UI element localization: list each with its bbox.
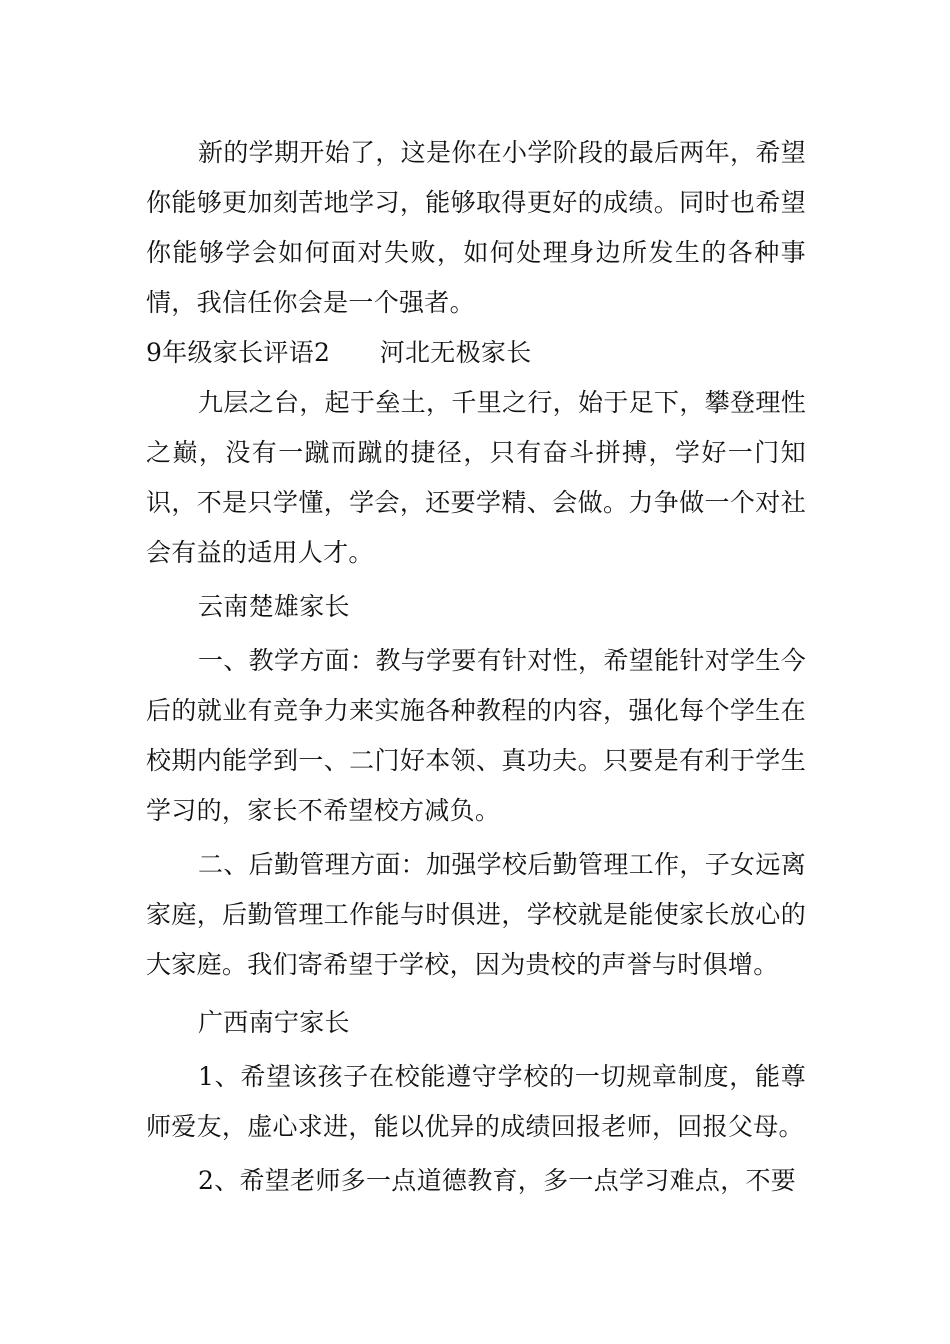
yunnan-comment-logistics: 二、后勤管理方面：加强学校后勤管理工作，子女远离家庭，后勤管理工作能与时俱进，学校就是能使家长放心的大家庭。我们寄希望于学校，因为贵校的声誉与时俱增。 [146, 850, 806, 979]
yunnan-comment-teaching: 一、教学方面：教与学要有针对性，希望能针对学生今后的就业有竞争力来实施各种教程的内容，强化每个学生在校期内能学到一、二门好本领、真功夫。只要是有利于学生学习的，家长不希望校方减负。 [146, 646, 806, 825]
heading-title: 9年级家长评语2 [146, 338, 331, 367]
yunnan-author-label: 云南楚雄家长 [198, 592, 350, 621]
heading-author: 河北无极家长 [379, 338, 532, 367]
intro-paragraph: 新的学期开始了，这是你在小学阶段的最后两年，希望你能够更加刻苦地学习，能够取得更好的成绩。同时也希望你能够学会如何面对失败，如何处理身边所发生的各种事情，我信任你会是一个强者。 [146, 138, 806, 317]
document-body [146, 128, 806, 1206]
heading-spacer [330, 338, 379, 367]
section-heading [146, 328, 806, 378]
hebei-comment: 九层之台，起于垒土，千里之行，始于足下，攀登理性之巅，没有一蹴而蹴的捷径，只有奋斗拼搏，学好一门知识，不是只学懂，学会，还要学精、会做。力争做一个对社会有益的适用人才。 [146, 388, 806, 567]
guangxi-author-label: 广西南宁家长 [198, 1008, 350, 1037]
guangxi-comment-2: 2、希望老师多一点道德教育，多一点学习难点，不要 [198, 1166, 797, 1195]
guangxi-comment-1: 1、希望该孩子在校能遵守学校的一切规章制度，能尊师爱友，虚心求进，能以优异的成绩回报老师，回报父母。 [146, 1062, 806, 1141]
